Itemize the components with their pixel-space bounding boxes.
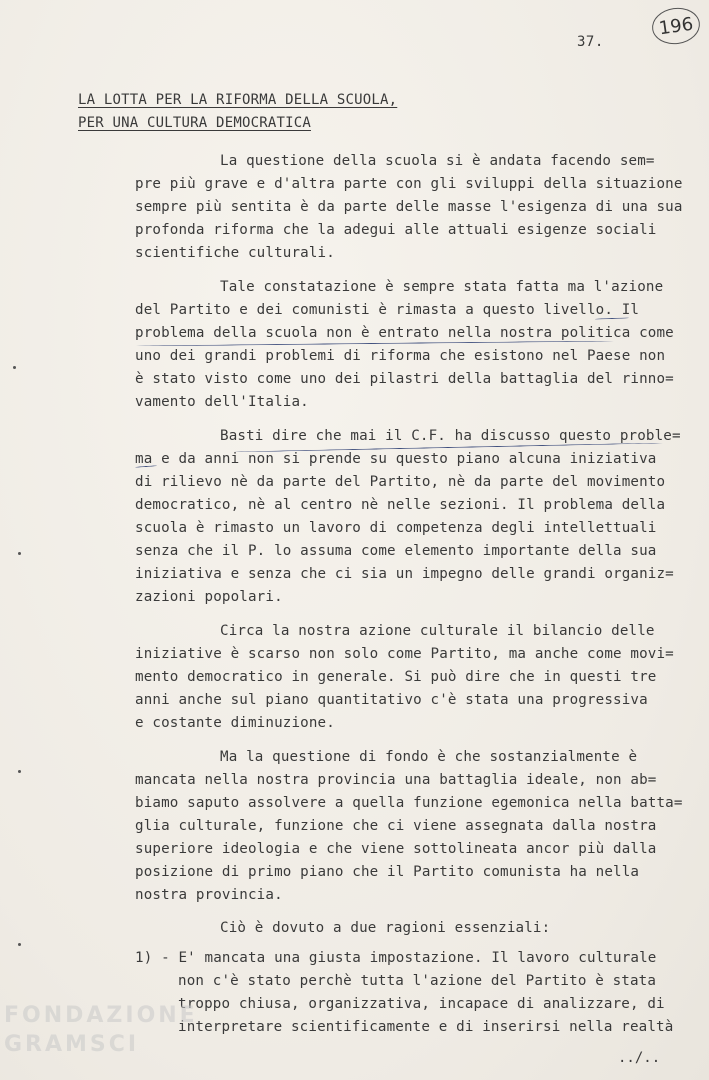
margin-dot bbox=[18, 770, 21, 773]
watermark bbox=[4, 1002, 198, 1059]
text-line: profonda riforma che la adegui alle attuali esigenze sociali bbox=[135, 222, 657, 238]
text-line: La questione della scuola si è andata facendo sem= bbox=[220, 153, 655, 169]
text-line: è stato visto come uno dei pilastri della battaglia del rinno= bbox=[135, 371, 674, 387]
margin-dot bbox=[18, 943, 21, 946]
title-line-1: LA LOTTA PER LA RIFORMA DELLA SCUOLA, bbox=[78, 92, 398, 108]
text-line: ma e da anni non si prende su questo piano alcuna iniziativa bbox=[135, 451, 657, 467]
text-line: biamo saputo assolvere a quella funzione egemonica nella batta= bbox=[135, 795, 683, 811]
text-line: troppo chiusa, organizzativa, incapace di analizzare, di bbox=[178, 996, 665, 1012]
text-line: del Partito e dei comunisti è rimasta a questo livello. Il bbox=[135, 302, 640, 318]
text-line: mancata nella nostra provincia una battaglia ideale, non ab= bbox=[135, 772, 657, 788]
ink-underline bbox=[135, 340, 615, 346]
text-line: vamento dell'Italia. bbox=[135, 394, 309, 410]
page-number: 37. bbox=[577, 34, 604, 50]
ink-underline bbox=[595, 317, 629, 319]
text-line: pre più grave e d'altra parte con gli sviluppi della situazione bbox=[135, 176, 683, 192]
text-line: senza che il P. lo assuma come elemento importante della sua bbox=[135, 543, 657, 559]
text-line: uno dei grandi problemi di riforma che esistono nel Paese non bbox=[135, 348, 666, 364]
text-line: glia culturale, funzione che ci viene assegnata dalla nostra bbox=[135, 818, 657, 834]
archive-stamp: 196 bbox=[650, 5, 703, 47]
text-line: scuola è rimasto un lavoro di competenza degli intellettuali bbox=[135, 520, 657, 536]
watermark-line-2: GRAMSCI bbox=[4, 1031, 140, 1057]
margin-dot bbox=[18, 552, 21, 555]
text-line: 1) - E' mancata una giusta impostazione. Il lavoro culturale bbox=[135, 950, 657, 966]
text-line: Tale constatazione è sempre stata fatta ma l'azione bbox=[220, 279, 664, 295]
text-line: zazioni popolari. bbox=[135, 589, 283, 605]
watermark-line-1: FONDAZIONE bbox=[4, 1003, 198, 1028]
text-line: iniziativa e senza che ci sia un impegno delle grandi organiz= bbox=[135, 566, 674, 582]
text-line: interpretare scientificamente e di inserirsi nella realtà bbox=[178, 1019, 674, 1035]
text-line: Basti dire che mai il C.F. ha discusso questo proble= bbox=[220, 428, 681, 444]
text-line: e costante diminuzione. bbox=[135, 715, 335, 731]
text-line: posizione di primo piano che il Partito comunista ha nella bbox=[135, 864, 640, 880]
text-line: iniziative è scarso non solo come Partito, ma anche come movi= bbox=[135, 646, 674, 662]
text-line: sempre più sentita è da parte delle masse l'esigenza di una sua bbox=[135, 199, 683, 215]
text-line: scientifiche culturali. bbox=[135, 245, 335, 261]
text-line: mento democratico in generale. Si può dire che in questi tre bbox=[135, 669, 657, 685]
text-line: Circa la nostra azione culturale il bilancio delle bbox=[220, 623, 655, 639]
text-line: superiore ideologia e che viene sottolineata ancor più dalla bbox=[135, 841, 657, 857]
text-line: non c'è stato perchè tutta l'azione del Partito è stata bbox=[178, 973, 657, 989]
text-line: nostra provincia. bbox=[135, 887, 283, 903]
text-line: Ma la questione di fondo è che sostanzialmente è bbox=[220, 749, 638, 765]
text-line: Ciò è dovuto a due ragioni essenziali: bbox=[220, 920, 551, 936]
text-line: democratico, nè al centro nè nelle sezioni. Il problema della bbox=[135, 497, 666, 513]
margin-dot bbox=[13, 366, 16, 369]
text-line: anni anche sul piano quantitativo c'è stata una progressiva bbox=[135, 692, 648, 708]
title-line-2: PER UNA CULTURA DEMOCRATICA bbox=[78, 115, 311, 131]
text-line: di rilievo nè da parte del Partito, nè da parte del movimento bbox=[135, 474, 666, 490]
text-line: problema della scuola non è entrato nella nostra politica come bbox=[135, 325, 674, 341]
continuation-marker: ../.. bbox=[618, 1050, 661, 1066]
